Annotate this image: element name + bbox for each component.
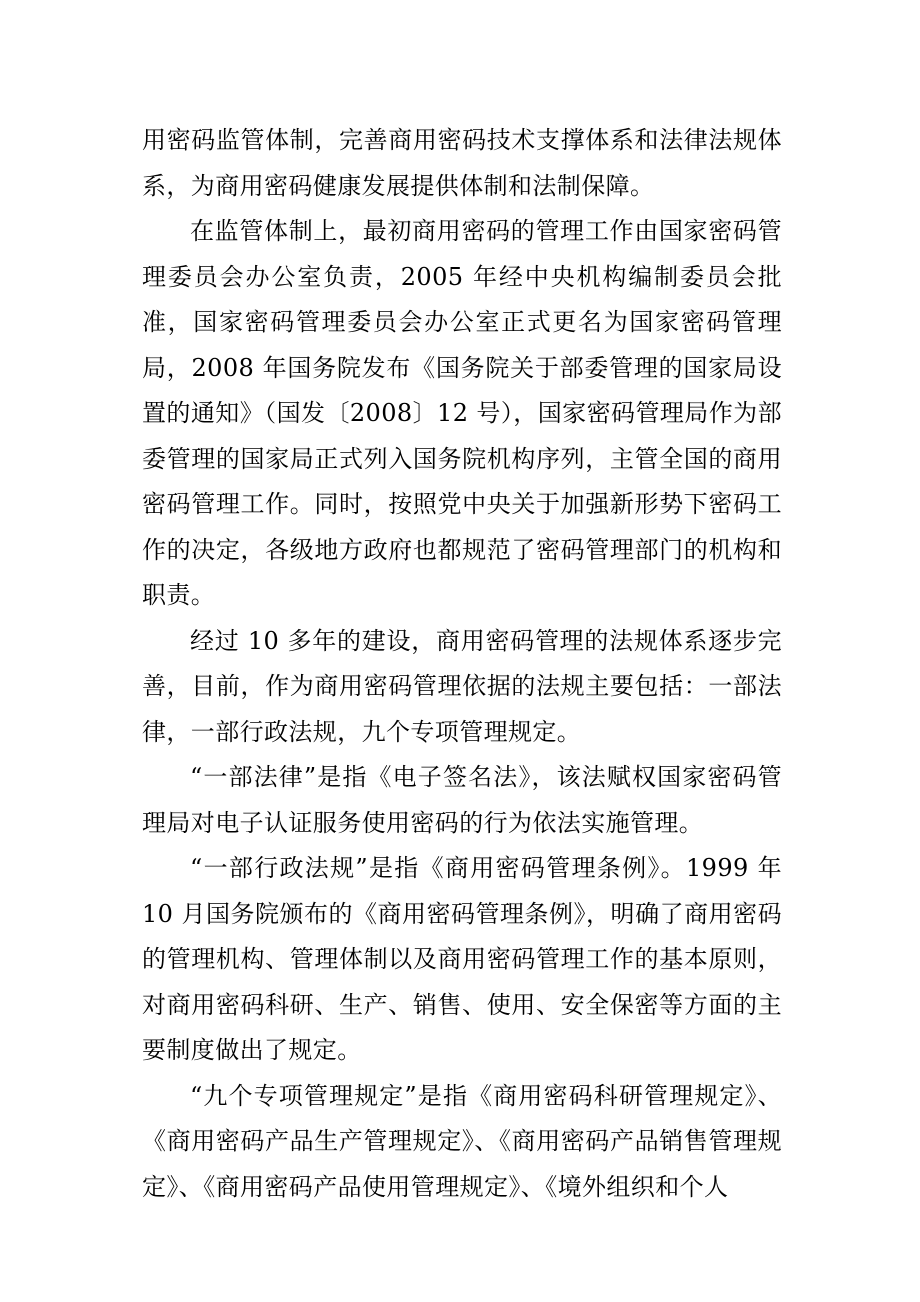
paragraph-administrative-regulation: “一部行政法规”是指《商用密码管理条例》。1999 年 10 月国务院颁布的《商用密码管理条例》，明确了商用密码的管理机构、管理体制以及商用密码管理工作的基本原则，对商用密码科研、生产、销售、使用、安全保密等方面的主要制度做出了规定。 — [142, 854, 782, 1064]
paragraph-regulatory-system: 在监管体制上，最初商用密码的管理工作由国家密码管理委员会办公室负责，2005 年经中央机构编制委员会批准，国家密码管理委员会办公室正式更名为国家密码管理局，2008 年国务院发布《国务院关于部委管理的国家局设置的通知》（国发〔2008〕12 号），国家密码管理局作为部委管理的国家局正式列入国务院机构序列，主管全国的商用密码管理工作。同时，按照党中央关于加强新形势下密码工作的决定，各级地方政府也都规范了密码管理部门的机构和职责。 — [142, 217, 782, 609]
paragraph-legal-framework: 经过 10 多年的建设，商用密码管理的法规体系逐步完善，目前，作为商用密码管理依据的法规主要包括：一部法律，一部行政法规，九个专项管理规定。 — [142, 626, 782, 746]
paragraph-one-law: “一部法律”是指《电子签名法》，该法赋权国家密码管理局对电子认证服务使用密码的行为依法实施管理。 — [142, 763, 782, 837]
document-body — [142, 118, 782, 1210]
paragraph-nine-provisions: “九个专项管理规定”是指《商用密码科研管理规定》、《商用密码产品生产管理规定》、《商用密码产品销售管理规定》、《商用密码产品使用管理规定》、《境外组织和个人 — [142, 1081, 782, 1201]
paragraph-continuation: 用密码监管体制，完善商用密码技术支撑体系和法律法规体系，为商用密码健康发展提供体制和法制保障。 — [142, 126, 782, 200]
